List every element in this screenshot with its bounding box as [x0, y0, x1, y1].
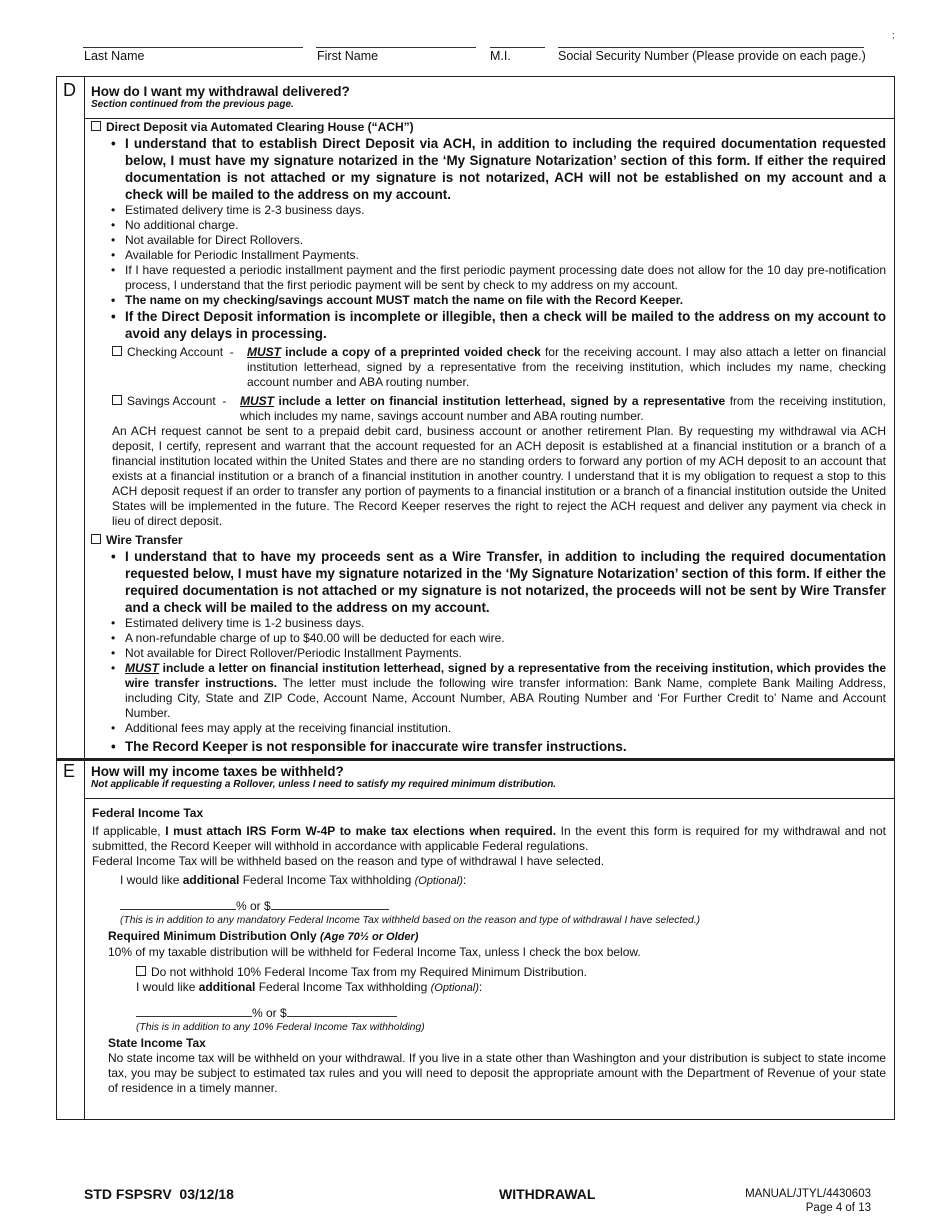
state-paragraph: No state income tax will be withheld on your withdrawal. If you live in a state other than Washington and your distribution is subject to state income tax, you may be subject to estimated tax rules and you will need to deposit the appropriate amount with the Department of Revenue of your state of residence in a timely manner.: [108, 1051, 886, 1095]
first-name-line[interactable]: [316, 47, 476, 48]
optional-label: (Optional): [430, 982, 479, 994]
wire-heading: Wire Transfer: [106, 533, 183, 547]
rmd-option[interactable]: [92, 965, 886, 980]
checking-account-option[interactable]: Checking Account - MUST include a copy of a preprinted voided check for the receiving account. I may also attach a letter on financial institution letterhead, signed by a representative from the receiving institution, which includes my name, checking account number and ABA routing number.: [91, 345, 886, 390]
ach-heading: Direct Deposit via Automated Clearing House (“ACH”): [106, 120, 414, 134]
rmd-heading: Required Minimum Distribution Only: [108, 929, 321, 943]
ach-name-match: • The name on my checking/savings account MUST match the name on file with the Record Keeper.: [125, 293, 886, 308]
wire-letter-bold: include a letter on financial institution letterhead, signed by a representative from the receiving institution, which provides the wire transfer instructions.: [125, 661, 886, 690]
ach-option[interactable]: [91, 120, 886, 135]
section-e-title: How will my income taxes be withheld?: [91, 764, 344, 779]
savings-rest: from the receiving institution, which includes my name, savings account number and ABA routing number.: [240, 394, 886, 423]
mi-label: M.I.: [490, 49, 511, 63]
federal-percent-blank[interactable]: [120, 909, 236, 910]
ach-bullets: [91, 203, 886, 308]
section-e-header: [91, 764, 886, 790]
wire-fees: • Additional fees may apply at the receiving financial institution.: [125, 721, 886, 736]
section-e-title-divider: [84, 798, 894, 799]
checking-bold: include a copy of a preprinted voided check: [281, 345, 541, 359]
federal-paragraph: [92, 824, 886, 854]
checking-must: MUST: [247, 345, 281, 359]
savings-checkbox[interactable]: [112, 395, 122, 405]
state-heading: State Income Tax: [108, 1036, 206, 1050]
federal-p1b: I must attach IRS Form W-4P to make tax elections when required.: [165, 824, 557, 838]
mi-line[interactable]: [490, 47, 545, 48]
letter-column-divider: [84, 76, 85, 1119]
savings-label: Savings Account: [127, 394, 216, 408]
federal-p1c: In the event this form is required for my withdrawal and not submitted, the Record Keeper will withhold in accordance with applicable Federal regulations.: [92, 824, 886, 853]
federal-amount-line[interactable]: [92, 899, 886, 914]
ach-bullet: • Estimated delivery time is 2-3 business days.: [125, 203, 886, 218]
optional-label: (Optional): [414, 875, 463, 887]
ach-checkbox[interactable]: [91, 121, 101, 131]
ssn-label: Social Security Number (Please provide on each page.): [558, 49, 866, 63]
savings-account-option[interactable]: Savings Account - MUST include a letter on financial institution letterhead, signed by a representative from the receiving institution, which includes my name, savings account number and ABA routing number.: [91, 394, 886, 424]
rmd-age: (Age 70½ or Older): [320, 931, 419, 943]
colon-mark: :: [462, 873, 467, 887]
pct-or-label: % or $: [236, 899, 271, 913]
wire-option[interactable]: [91, 533, 886, 548]
wire-must: MUST: [125, 661, 159, 675]
section-e-top-border: [56, 758, 894, 761]
last-name-line[interactable]: [83, 47, 303, 48]
checking-rest: for the receiving account. I may also attach a letter on financial institution letterhead, signed by a representative from the receiving institution, which includes my name, checking account number and ABA routing number.: [247, 345, 886, 389]
section-e-letter: E: [63, 761, 76, 781]
rmd-checkbox[interactable]: [136, 966, 146, 976]
rmd-checkbox-label: Do not withhold 10% Federal Income Tax from my Required Minimum Distribution.: [151, 965, 587, 979]
section-e-body: [92, 806, 886, 1096]
wire-bullet: • Not available for Direct Rollover/Periodic Installment Payments.: [125, 646, 886, 661]
would-like-b: Federal Income Tax withholding: [255, 980, 431, 994]
footer-code: MANUAL/JTYL/4430603: [745, 1188, 871, 1200]
ach-list: [91, 135, 886, 203]
colon-mark: :: [478, 980, 483, 994]
section-d-subtitle: Section continued from the previous page.: [91, 99, 294, 110]
checking-label: Checking Account: [127, 345, 224, 359]
section-d-title: How do I want my withdrawal delivered?: [91, 84, 350, 99]
rmd-dollar-blank[interactable]: [287, 1016, 397, 1017]
ach-notice: • I understand that to establish Direct Deposit via ACH, in addition to including the required documentation requested below, I must have my signature notarized in the ‘My Signature Notarization’ section of this form. If either the required documentation is not attached or my signature is not notarized, ACH will not be established on my account and a check will be mailed to the address on my account.: [125, 135, 886, 203]
checking-checkbox[interactable]: [112, 346, 122, 356]
section-d-letter: D: [63, 80, 76, 100]
section-d-title-divider: [84, 118, 894, 119]
wire-bullet: • A non-refundable charge of up to $40.00 will be deducted for each wire.: [125, 631, 886, 646]
footer-title: WITHDRAWAL: [499, 1186, 596, 1202]
savings-bold: include a letter on financial institution letterhead, signed by a representative: [274, 394, 726, 408]
section-d-body: [91, 120, 886, 755]
footer-page: Page 4 of 13: [805, 1202, 871, 1214]
additional-word: additional: [182, 873, 240, 887]
ssn-line[interactable]: [558, 47, 864, 48]
section-e-subtitle: Not applicable if requesting a Rollover, unless I need to satisfy my required minimum distribution.: [91, 779, 557, 790]
ach-bullet: • Not available for Direct Rollovers.: [125, 233, 886, 248]
wire-list: [91, 548, 886, 755]
ach-disclaimer: An ACH request cannot be sent to a prepaid debit card, business account or another retirement Plan. By requesting my withdrawal via ACH deposit, I certify, represent and warrant that the account requested for an ACH deposit is established at a financial institution or a branch of a financial institution located within the United States and there are no standing orders to forward any portion of my ACH deposit to an account that exists at a financial institution or a branch of a financial institution in another country. I understand that it is my obligation to request a stop to this ACH deposit request if an order to transfer any portion of payments to a financial institution or a branch of a financial institution outside the United States will be implemented in the future. The Record Keeper reserves the right to reject the ACH request and deliver any payment via check in lieu of direct deposit.: [112, 424, 886, 528]
rmd-paragraph: 10% of my taxable distribution will be withheld for Federal Income Tax, unless I check the box below.: [108, 945, 641, 959]
rmd-amount-line[interactable]: [92, 1006, 886, 1021]
would-like-b: Federal Income Tax withholding: [239, 873, 415, 887]
mandatory-note: (This is in addition to any mandatory Federal Income Tax withheld based on the reason and type of withdrawal I have selected.): [120, 915, 701, 926]
section-d-header: [91, 84, 886, 110]
rmd-percent-blank[interactable]: [136, 1016, 252, 1017]
ach-bullet: • Available for Periodic Installment Payments.: [125, 248, 886, 263]
pct-or-label: % or $: [252, 1006, 287, 1020]
wire-letter-rest: The letter must include the following wire transfer information: Bank Name, complete Bank Mailing Address, including City, State and ZIP Code, Account Name, Account Number, ABA Routing Number and ‘For Further Credit to’ Name and Account Number.: [125, 676, 886, 720]
federal-dollar-blank[interactable]: [271, 909, 389, 910]
wire-bullet: • Estimated delivery time is 1-2 business days.: [125, 616, 886, 631]
ach-incomplete: • If the Direct Deposit information is incomplete or illegible, then a check will be mailed to the address on my account to avoid any delays in processing.: [125, 308, 886, 342]
ach-bullet: • If I have requested a periodic installment payment and the first periodic payment processing date does not allow for the 10 day pre-notification process, I understand that the first periodic payment will be sent by check to my address on my account.: [125, 263, 886, 293]
federal-heading: Federal Income Tax: [92, 806, 204, 820]
last-name-label: Last Name: [84, 49, 145, 63]
savings-must: MUST: [240, 394, 274, 408]
wire-checkbox[interactable]: [91, 534, 101, 544]
wire-notice: • I understand that to have my proceeds sent as a Wire Transfer, in addition to including the required documentation requested below, I must have my signature notarized in the ‘My Signature Notarization’ section of this form. If either the required documentation is not attached or my signature is not notarized, the proceeds will not be sent by Wire Transfer and a check will be mailed to the address on my account.: [125, 548, 886, 616]
wire-responsibility: • The Record Keeper is not responsible for inaccurate wire transfer instructions.: [125, 738, 886, 755]
rmd-additional-line: [92, 980, 886, 996]
federal-paragraph-2: Federal Income Tax will be withheld based on the reason and type of withdrawal I have selected.: [92, 854, 605, 868]
federal-additional-line: [92, 873, 886, 889]
first-name-label: First Name: [317, 49, 379, 63]
rmd-heading-line: [92, 929, 886, 945]
corner-mark: ;: [892, 30, 895, 40]
federal-p1a: If applicable,: [92, 824, 166, 838]
rmd-note: (This is in addition to any 10% Federal Income Tax withholding): [136, 1022, 425, 1033]
would-like-a: I would like: [136, 980, 199, 994]
would-like-a: I would like: [120, 873, 183, 887]
additional-word: additional: [198, 980, 256, 994]
ach-incomplete-list: [91, 308, 886, 342]
footer-form-id: STD FSPSRV 03/12/18: [84, 1186, 234, 1202]
wire-letter-requirement: [125, 661, 886, 721]
ach-bullet: • No additional charge.: [125, 218, 886, 233]
